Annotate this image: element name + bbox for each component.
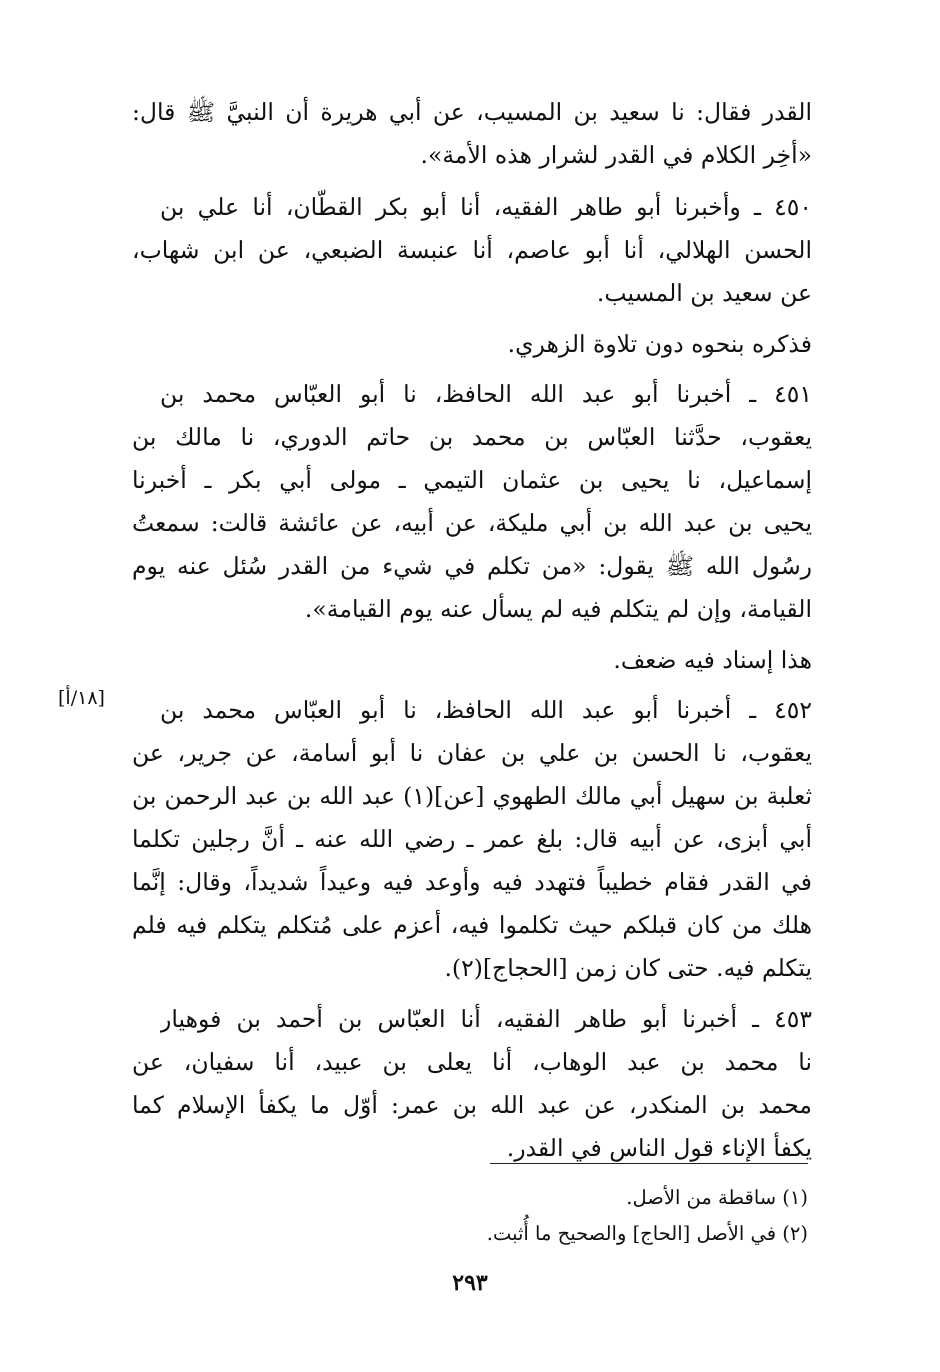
text-line: نا محمد بن عبد الوهاب، أنا يعلى بن عبيد، أنا سفيان، عن — [132, 1048, 812, 1076]
text-line: رسُول الله ﷺ يقول: «من تكلم في شيء من القدر سُئل عنه يوم — [132, 552, 812, 580]
text-line: القدر فقال: نا سعيد بن المسيب، عن أبي هريرة أن النبيَّ ﷺ قال: — [132, 98, 812, 126]
text-line-paragraph-453: ٤٥٣ ـ أخبرنا أبو طاهر الفقيه، أنا العبّاس بن أحمد بن فوهيار — [160, 1005, 812, 1033]
text-line-paragraph-450: ٤٥٠ ـ وأخبرنا أبو طاهر الفقيه، أنا أبو بكر القطّان، أنا علي بن — [160, 193, 812, 221]
text-line: الحسن الهلالي، أنا أبو عاصم، أنا عنبسة الضبعي، عن ابن شهاب، — [132, 236, 812, 264]
text-line: عن سعيد بن المسيب. — [596, 279, 812, 307]
text-line: يكفأ الإناء قول الناس في القدر. — [506, 1134, 812, 1162]
text-line-paragraph-451: ٤٥١ ـ أخبرنا أبو عبد الله الحافظ، نا أبو العبّاس محمد بن — [160, 380, 812, 408]
footnote-divider — [490, 1163, 808, 1164]
text-line: فذكره بنحوه دون تلاوة الزهري. — [507, 330, 812, 358]
text-line: هذا إسناد فيه ضعف. — [613, 646, 812, 674]
footnote: (٢) في الأصل [الحاج] والصحيح ما أُثبت. — [486, 1222, 808, 1245]
text-line: يحيى بن عبد الله بن أبي مليكة، عن أبيه، عن عائشة قالت: سمعتُ — [132, 509, 812, 537]
text-line: إسماعيل، نا يحيى بن عثمان التيمي ـ مولى أبي بكر ـ أخبرنا — [132, 466, 812, 494]
footnote: (١) ساقطة من الأصل. — [626, 1186, 808, 1209]
text-line-paragraph-452: ٤٥٢ ـ أخبرنا أبو عبد الله الحافظ، نا أبو العبّاس محمد بن — [160, 696, 812, 724]
text-line: ثعلبة بن سهيل أبي مالك الطهوي [عن](١) عبد الله بن عبد الرحمن بن — [132, 782, 812, 810]
text-line: القيامة، وإن لم يتكلم فيه لم يسأل عنه يوم القيامة». — [304, 595, 812, 623]
page-number: ٢٩٣ — [452, 1270, 488, 1296]
text-line: يعقوب، نا الحسن بن علي بن عفان نا أبو أسامة، عن جرير، عن — [132, 739, 812, 767]
folio-margin-note: [١٨/أ] — [58, 687, 105, 709]
text-line: يتكلم فيه. حتى كان زمن [الحجاج](٢). — [444, 954, 812, 982]
text-line: «أخِر الكلام في القدر لشرار هذه الأمة». — [420, 141, 812, 169]
text-line: يعقوب، حدَّثنا العبّاس بن محمد بن حاتم الدوري، نا مالك بن — [132, 423, 812, 451]
text-line: محمد بن المنكدر، عن عبد الله بن عمر: أوّل ما يكفأ الإسلام كما — [132, 1091, 812, 1119]
text-line: هلك من كان قبلكم حيث تكلموا فيه، أعزم على مُتكلم يتكلم فيه فلم — [132, 911, 812, 939]
text-line: أبي أبزى، عن أبيه قال: بلغ عمر ـ رضي الله عنه ـ أنَّ رجلين تكلما — [132, 825, 812, 853]
text-line: في القدر فقام خطيباً فتهدد فيه وأوعد فيه وعيداً شديداً، وقال: إنَّما — [132, 868, 812, 896]
